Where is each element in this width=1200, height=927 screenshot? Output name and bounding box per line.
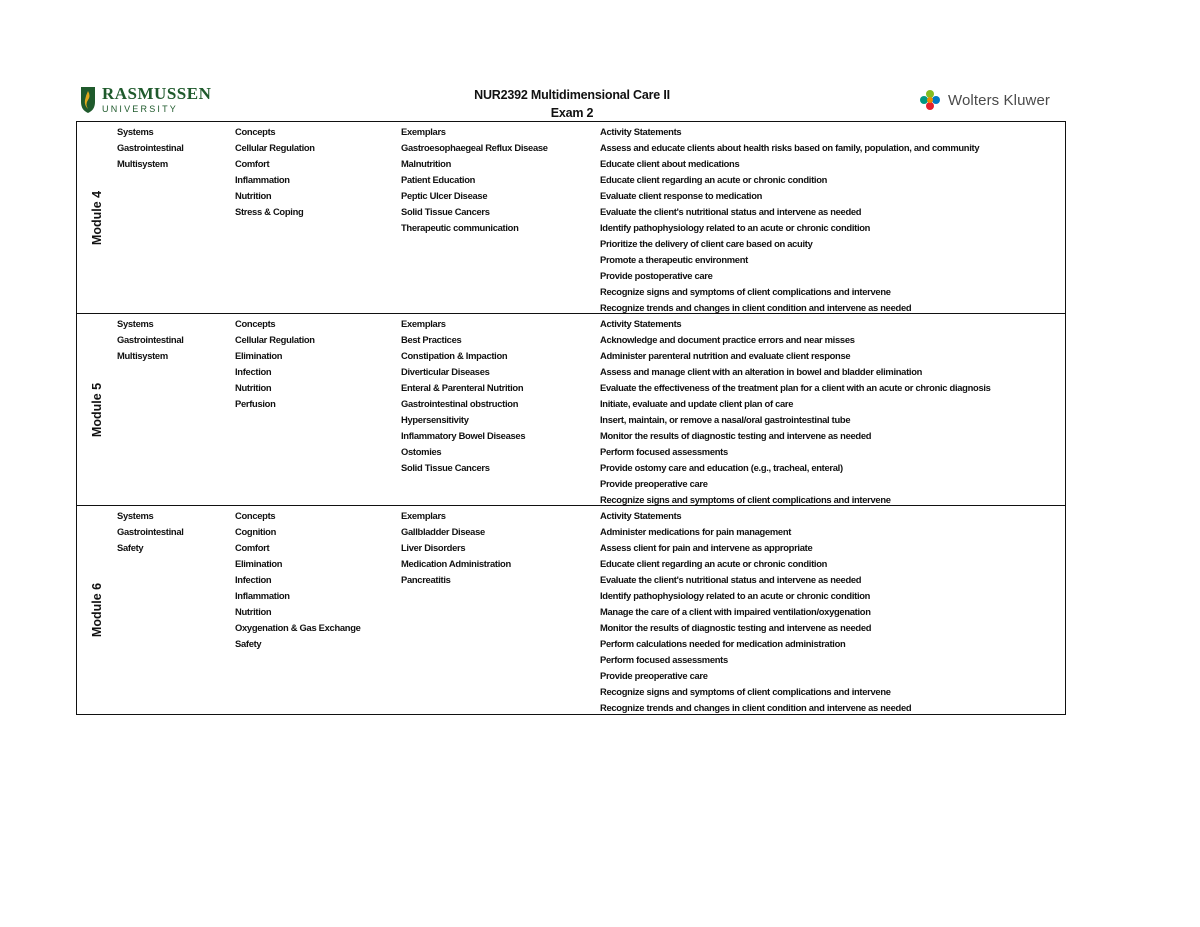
activity-item: Monitor the results of diagnostic testing and intervene as needed: [600, 622, 872, 633]
activity-item: Assess client for pain and intervene as appropriate: [600, 542, 813, 553]
activity-item: Evaluate the effectiveness of the treatment plan for a client with an acute or chronic diagnosis: [600, 382, 991, 393]
module-label-cell: [85, 506, 109, 714]
activity-item: Provide preoperative care: [600, 478, 708, 489]
activity-column: [600, 508, 1062, 716]
module-label: Module 4: [90, 190, 105, 245]
activity-item: Recognize signs and symptoms of client complications and intervene: [600, 494, 891, 505]
concept-item: Perfusion: [235, 398, 276, 409]
exemplars-header: Exemplars: [401, 510, 446, 521]
activity-item: Insert, maintain, or remove a nasal/oral gastrointestinal tube: [600, 414, 851, 425]
module-section: [77, 122, 1065, 314]
exemplar-item: Ostomies: [401, 446, 442, 457]
course-title: NUR2392 Multidimensional Care II: [474, 88, 670, 102]
activity-header: Activity Statements: [600, 318, 682, 329]
systems-column: [117, 508, 235, 556]
concepts-header: Concepts: [235, 510, 276, 521]
activity-item: Educate client regarding an acute or chronic condition: [600, 558, 828, 569]
activity-item: Monitor the results of diagnostic testing and intervene as needed: [600, 430, 872, 441]
system-item: Multisystem: [117, 350, 168, 361]
concept-item: Nutrition: [235, 606, 272, 617]
activity-item: Recognize trends and changes in client condition and intervene as needed: [600, 302, 912, 313]
activity-item: Perform calculations needed for medication administration: [600, 638, 846, 649]
exemplar-item: Solid Tissue Cancers: [401, 206, 490, 217]
activity-item: Administer medications for pain management: [600, 526, 792, 537]
concept-item: Cellular Regulation: [235, 142, 315, 153]
exemplar-item: Peptic Ulcer Disease: [401, 190, 488, 201]
shield-icon: [80, 86, 96, 114]
activity-item: Provide preoperative care: [600, 670, 708, 681]
publisher-name: Wolters Kluwer: [948, 91, 1050, 109]
system-item: Multisystem: [117, 158, 168, 169]
activity-item: Evaluate the client's nutritional status and intervene as needed: [600, 206, 862, 217]
exemplar-item: Medication Administration: [401, 558, 511, 569]
concept-item: Inflammation: [235, 174, 290, 185]
concept-item: Inflammation: [235, 590, 290, 601]
concept-item: Comfort: [235, 158, 270, 169]
exemplars-header: Exemplars: [401, 318, 446, 329]
concept-item: Elimination: [235, 558, 283, 569]
activity-item: Initiate, evaluate and update client plan of care: [600, 398, 794, 409]
system-item: Gastrointestinal: [117, 526, 184, 537]
system-item: Gastrointestinal: [117, 334, 184, 345]
activity-item: Identify pathophysiology related to an acute or chronic condition: [600, 222, 871, 233]
rasmussen-logo: [80, 85, 211, 114]
concepts-column: [235, 508, 401, 652]
university-subtitle: UNIVERSITY: [102, 104, 179, 114]
exemplars-column: [401, 316, 601, 476]
exemplar-item: Gastrointestinal obstruction: [401, 398, 519, 409]
systems-header: Systems: [117, 318, 154, 329]
document-title: [420, 86, 724, 122]
system-item: Safety: [117, 542, 144, 553]
system-item: Gastrointestinal: [117, 142, 184, 153]
activity-column: [600, 124, 1062, 316]
exemplars-header: Exemplars: [401, 126, 446, 137]
module-label: Module 5: [90, 382, 105, 437]
systems-column: [117, 316, 235, 364]
concept-item: Cellular Regulation: [235, 334, 315, 345]
activity-item: Educate client regarding an acute or chronic condition: [600, 174, 828, 185]
concepts-header: Concepts: [235, 318, 276, 329]
systems-header: Systems: [117, 510, 154, 521]
module-label-cell: [85, 314, 109, 505]
activity-column: [600, 316, 1062, 508]
exemplar-item: Constipation & Impaction: [401, 350, 508, 361]
exemplar-item: Therapeutic communication: [401, 222, 519, 233]
concept-item: Stress & Coping: [235, 206, 304, 217]
concept-item: Oxygenation & Gas Exchange: [235, 622, 361, 633]
concept-item: Elimination: [235, 350, 283, 361]
exemplar-item: Best Practices: [401, 334, 462, 345]
module-label-cell: [85, 122, 109, 313]
exemplar-item: Gallbladder Disease: [401, 526, 485, 537]
wolters-kluwer-logo: [918, 88, 1050, 112]
systems-column: [117, 124, 235, 172]
activity-item: Provide postoperative care: [600, 270, 713, 281]
exemplar-item: Pancreatitis: [401, 574, 451, 585]
wolters-kluwer-mark-icon: [918, 88, 942, 112]
activity-item: Recognize signs and symptoms of client complications and intervene: [600, 286, 891, 297]
exemplar-item: Patient Education: [401, 174, 476, 185]
activity-header: Activity Statements: [600, 126, 682, 137]
concepts-column: [235, 124, 401, 220]
concept-item: Comfort: [235, 542, 270, 553]
exemplar-item: Hypersensitivity: [401, 414, 469, 425]
activity-item: Perform focused assessments: [600, 654, 728, 665]
exemplar-item: Diverticular Diseases: [401, 366, 490, 377]
exemplar-item: Solid Tissue Cancers: [401, 462, 490, 473]
activity-item: Evaluate the client's nutritional status and intervene as needed: [600, 574, 862, 585]
activity-item: Assess and educate clients about health risks based on family, population, and community: [600, 142, 980, 153]
activity-item: Perform focused assessments: [600, 446, 728, 457]
concept-item: Nutrition: [235, 190, 272, 201]
activity-item: Prioritize the delivery of client care based on acuity: [600, 238, 813, 249]
concepts-column: [235, 316, 401, 412]
module-label: Module 6: [90, 582, 105, 638]
activity-item: Assess and manage client with an alteration in bowel and bladder elimination: [600, 366, 923, 377]
activity-item: Manage the care of a client with impaired ventilation/oxygenation: [600, 606, 871, 617]
concepts-header: Concepts: [235, 126, 276, 137]
activity-item: Acknowledge and document practice errors and near misses: [600, 334, 855, 345]
exemplar-item: Inflammatory Bowel Diseases: [401, 430, 526, 441]
activity-item: Administer parenteral nutrition and evaluate client response: [600, 350, 851, 361]
activity-header: Activity Statements: [600, 510, 682, 521]
systems-header: Systems: [117, 126, 154, 137]
module-section: [77, 506, 1065, 714]
exemplars-column: [401, 508, 601, 588]
concept-item: Infection: [235, 366, 272, 377]
university-name: RASMUSSEN: [102, 84, 212, 103]
exemplar-item: Enteral & Parenteral Nutrition: [401, 382, 524, 393]
module-table: [76, 121, 1066, 715]
activity-item: Recognize trends and changes in client condition and intervene as needed: [600, 702, 912, 713]
activity-item: Evaluate client response to medication: [600, 190, 763, 201]
exam-title: Exam 2: [550, 106, 594, 120]
exemplars-column: [401, 124, 601, 236]
concept-item: Safety: [235, 638, 262, 649]
concept-item: Nutrition: [235, 382, 272, 393]
activity-item: Provide ostomy care and education (e.g., tracheal, enteral): [600, 462, 843, 473]
activity-item: Educate client about medications: [600, 158, 740, 169]
exemplar-item: Gastroesophaegeal Reflux Disease: [401, 142, 548, 153]
activity-item: Identify pathophysiology related to an acute or chronic condition: [600, 590, 871, 601]
exemplar-item: Liver Disorders: [401, 542, 466, 553]
activity-item: Promote a therapeutic environment: [600, 254, 748, 265]
activity-item: Recognize signs and symptoms of client complications and intervene: [600, 686, 891, 697]
concept-item: Infection: [235, 574, 272, 585]
module-section: [77, 314, 1065, 506]
exemplar-item: Malnutrition: [401, 158, 452, 169]
concept-item: Cognition: [235, 526, 277, 537]
